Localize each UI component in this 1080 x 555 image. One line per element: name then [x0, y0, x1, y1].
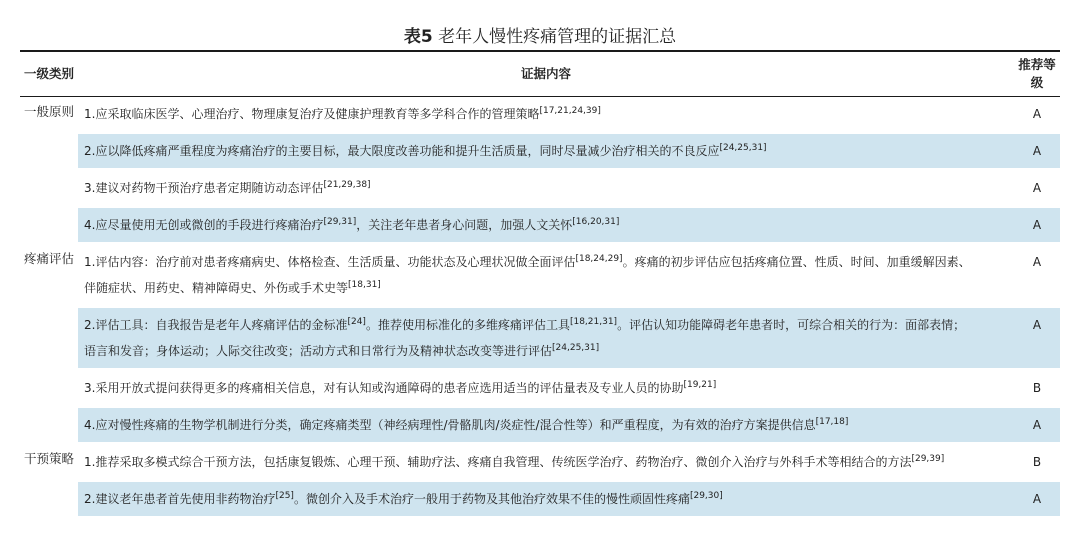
evidence-text: 1.应采取临床医学、心理治疗、物理康复治疗及健康护理教育等多学科合作的管理策略 [84, 107, 540, 121]
table-number: 表5 [403, 27, 433, 47]
citation: [25] [275, 491, 294, 501]
category-cell: 干预策略 [24, 450, 75, 466]
citation: [18,31] [348, 280, 381, 290]
level-cell: A [1014, 170, 1060, 207]
table-row [20, 481, 1060, 517]
header-evidence: 证据内容 [520, 66, 571, 81]
level-cell: B [1014, 444, 1060, 481]
table-row [20, 307, 1060, 370]
citation: [18,24,29] [575, 254, 623, 264]
evidence-cell [78, 244, 1014, 307]
level-cell: A [1032, 107, 1042, 121]
level-cell: B [1014, 370, 1060, 407]
table-row [20, 170, 1060, 207]
table-row [20, 207, 1060, 244]
evidence-cell [78, 444, 1014, 481]
evidence-text: ，关注老年患者身心问题，加强人文关怀 [356, 218, 573, 232]
citation: [24,25,31] [552, 343, 600, 353]
evidence-cell [78, 207, 1014, 244]
evidence-text: 1.评估内容：治疗前对患者疼痛病史、体格检查、生活质量、功能状态及心理状况做全面评估 [84, 255, 576, 269]
table-row [20, 407, 1060, 444]
citation: [29,30] [689, 491, 723, 501]
level-cell: A [1014, 407, 1060, 444]
evidence-text: 2.评估工具：自我报告是老年人疼痛评估的金标准 [84, 318, 348, 332]
evidence-text: 3.建议对药物干预治疗患者定期随访动态评估 [84, 181, 324, 195]
level-cell: A [1014, 207, 1060, 244]
evidence-text: 。评估认知功能障碍老年患者时，可综合相关的行为：面部表情；语言和发音；身体运动；人际交往改变；活动方式和日常行为及精神状态改变等进行评估 [84, 318, 966, 358]
evidence-cell [78, 307, 1014, 370]
evidence-text: 1.推荐采取多模式综合干预方法，包括康复锻炼、心理干预、辅助疗法、疼痛自我管理、传统医学治疗、药物治疗、微创介入治疗与外科手术等相结合的方法 [84, 455, 912, 469]
evidence-text: 2.建议老年患者首先使用非药物治疗 [84, 492, 276, 506]
table-row [20, 444, 1060, 481]
table-row [20, 244, 1060, 307]
header-category: 一级类别 [23, 66, 74, 81]
citation: [19,21] [683, 380, 717, 390]
citation: [17,21,24,39] [539, 106, 601, 116]
citation: [16,20,31] [572, 217, 620, 227]
table-row [20, 133, 1060, 170]
evidence-text: 。微创介入及手术治疗一般用于药物及其他治疗效果不佳的慢性顽固性疼痛 [293, 492, 690, 506]
level-cell: A [1014, 244, 1060, 307]
evidence-text: 4.应尽量使用无创或微创的手段进行疼痛治疗 [84, 218, 324, 232]
level-cell: A [1014, 481, 1060, 517]
header-level: 推荐等级 [1018, 57, 1056, 90]
table-row [20, 370, 1060, 407]
citation: [29,39] [911, 454, 945, 464]
level-cell: A [1014, 133, 1060, 170]
evidence-cell [78, 133, 1014, 170]
citation: [17,18] [815, 417, 849, 427]
evidence-cell [78, 370, 1014, 407]
table-row [20, 97, 1060, 133]
table-title [0, 22, 1080, 47]
citation: [18,21,31] [569, 317, 618, 327]
evidence-cell [78, 407, 1014, 444]
evidence-text: 。疼痛的初步评估应包括疼痛位置、性质、时间、加重缓解因素、伴随症状、用药史、精神障碍史、外伤或手术史等 [84, 255, 971, 295]
evidence-text: 3.采用开放式提问获得更多的疼痛相关信息，对有认知或沟通障碍的患者应选用适当的评估量表及专业人员的协助 [84, 381, 684, 395]
evidence-text: 。推荐使用标准化的多维疼痛评估工具 [365, 318, 570, 332]
evidence-text: 4.应对慢性疼痛的生物学机制进行分类，确定疼痛类型（神经病理性/骨骼肌肉/炎症性/混合性等）和严重程度，为有效的治疗方案提供信息 [84, 418, 816, 432]
citation: [29,31] [323, 217, 357, 227]
evidence-table [20, 50, 1060, 516]
table-header-row [20, 51, 1060, 97]
table-body [20, 97, 1060, 517]
citation: [24] [347, 317, 366, 327]
evidence-cell [78, 97, 1014, 133]
citation: [21,29,38] [323, 180, 371, 190]
evidence-text: 2.应以降低疼痛严重程度为疼痛治疗的主要目标，最大限度改善功能和提升生活质量，同时尽量减少治疗相关的不良反应 [84, 144, 720, 158]
table-title-text: 老年人慢性疼痛管理的证据汇总 [438, 27, 677, 47]
citation: [24,25,31] [719, 143, 767, 153]
evidence-cell [78, 170, 1014, 207]
evidence-cell [78, 481, 1014, 517]
category-cell: 一般原则 [24, 104, 75, 119]
level-cell: A [1014, 307, 1060, 370]
category-cell: 疼痛评估 [24, 250, 75, 266]
